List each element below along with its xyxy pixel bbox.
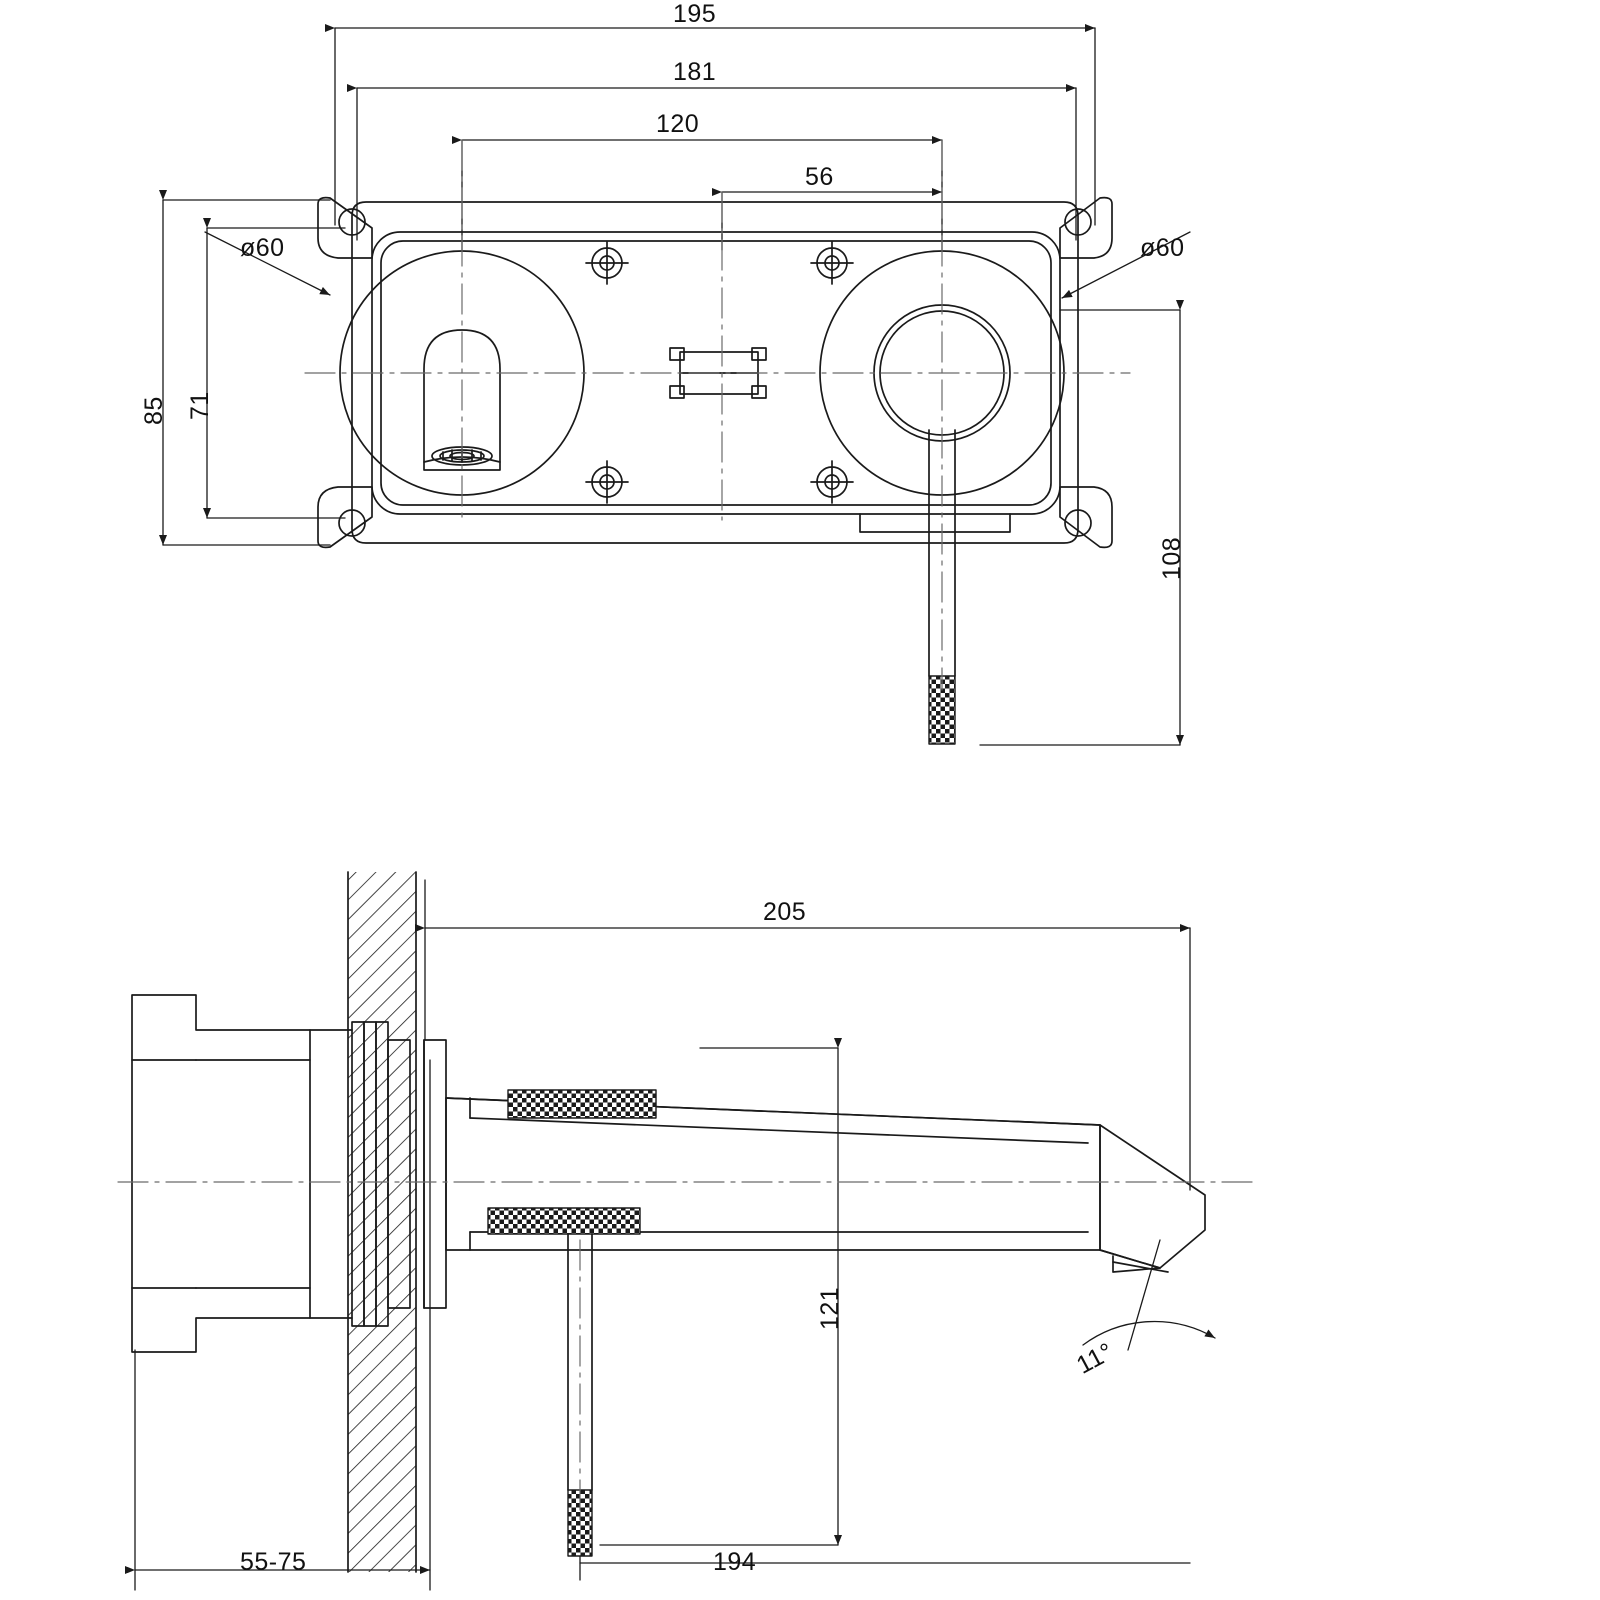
dim-label-85: 85 [140,396,168,425]
thread-hatch-lower [488,1208,640,1234]
dim-181 [357,88,1076,240]
dim-angle-11 [1083,1240,1215,1350]
dim-194 [580,1500,1190,1580]
valve-body-behind-wall [132,995,352,1352]
wall-section [348,872,416,1572]
dim-label-dia-right: ø60 [1140,234,1185,262]
centerlines-top-view [305,140,1130,690]
dim-label-108: 108 [1158,536,1186,580]
dim-label-121: 121 [816,1286,844,1330]
dim-label-71: 71 [186,391,214,420]
dim-label-dia-left: ø60 [240,234,285,262]
dim-label-angle-11: 11° [1072,1337,1119,1380]
escutcheon-flange [424,1040,446,1308]
dim-120 [462,140,942,250]
spout-body [446,1098,1205,1272]
dim-121 [600,1048,838,1545]
dim-label-181: 181 [673,58,717,86]
dim-label-56: 56 [805,163,834,191]
dim-label-55-75: 55-75 [240,1548,307,1576]
dim-label-205: 205 [763,898,807,926]
thread-hatch-upper [508,1090,656,1118]
dim-label-195: 195 [673,0,717,28]
plate-lower-edge-detail [860,514,1010,532]
dim-205 [425,880,1190,1190]
dim-label-120: 120 [656,110,700,138]
dim-label-194: 194 [713,1548,757,1576]
